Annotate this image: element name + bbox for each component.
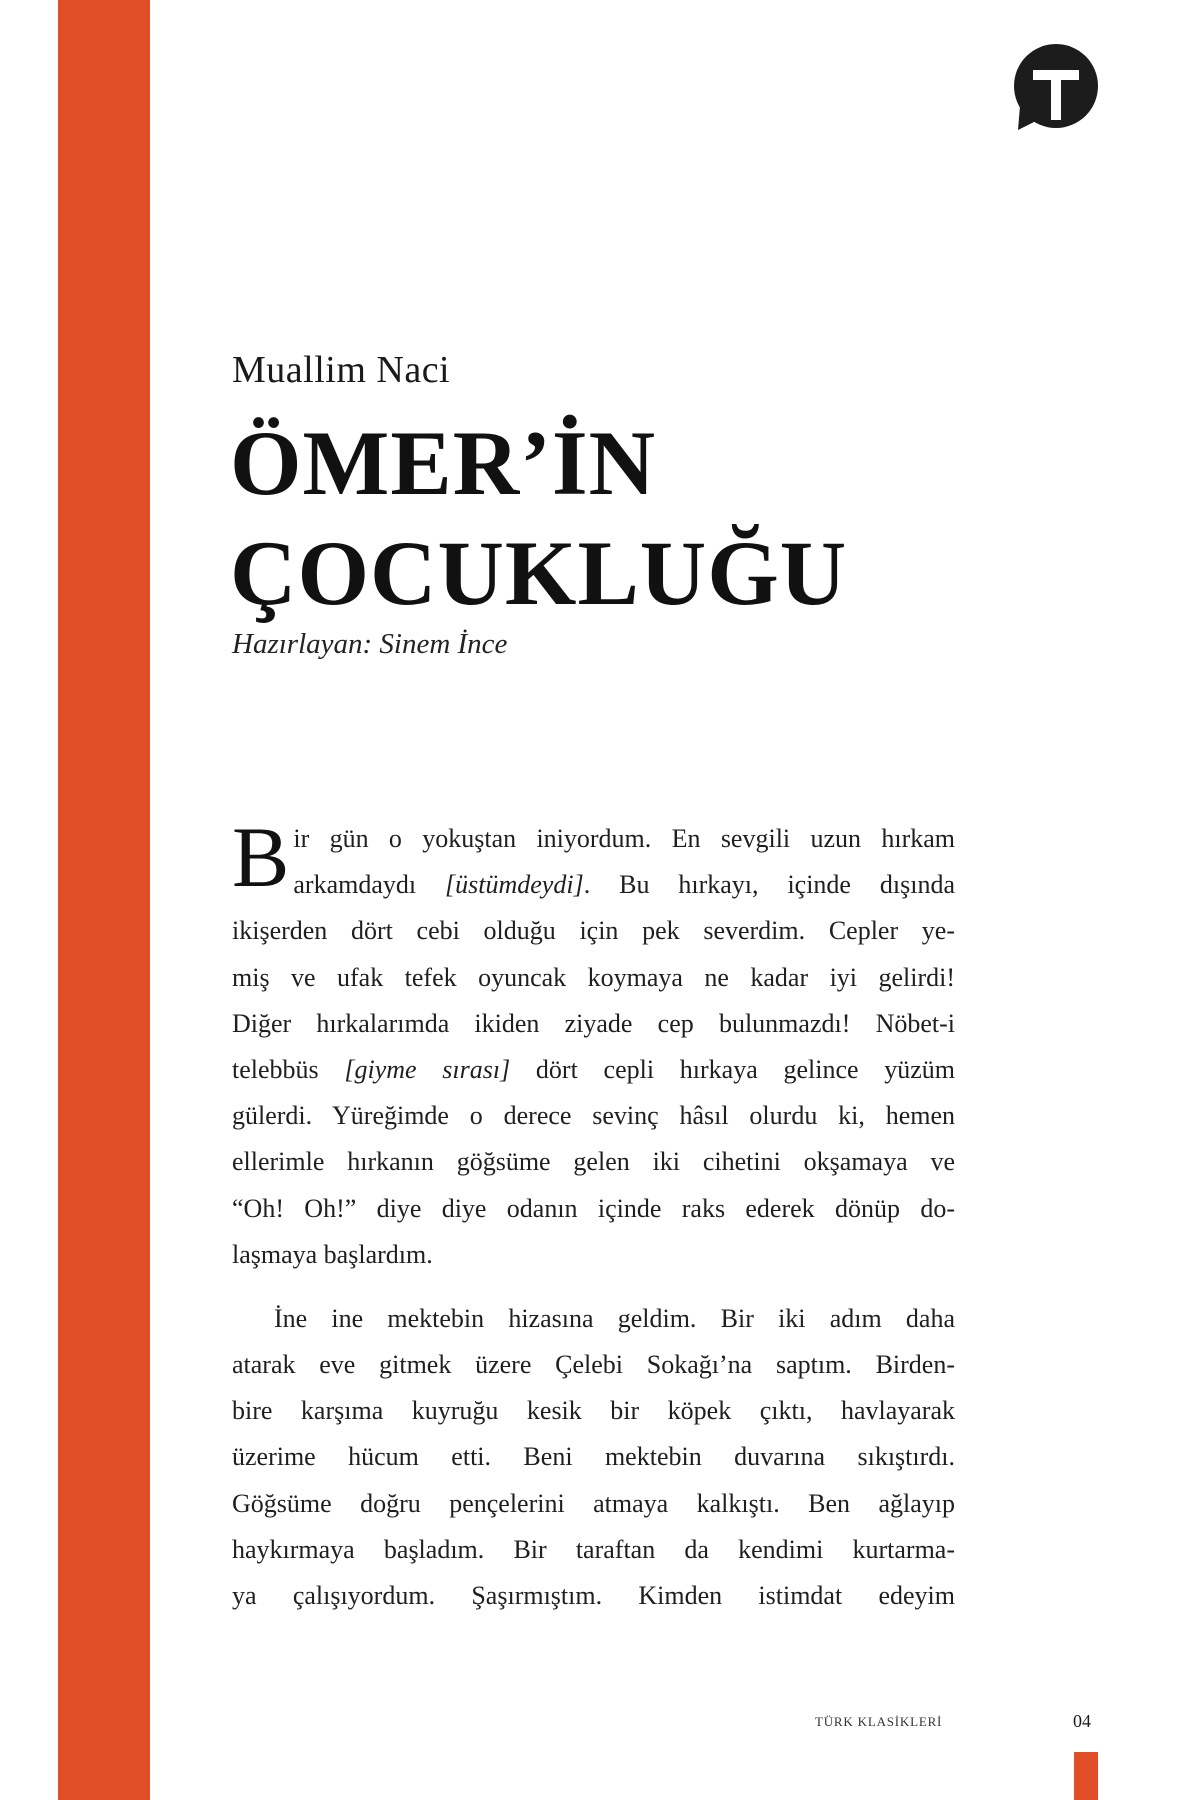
publisher-t-logo-icon (1012, 44, 1100, 132)
text-span: . Bu hırkayı, içinde dışında (583, 870, 955, 900)
text-line: Göğsüme doğru pençelerini atmaya kalkıştı. Ben ağlayıp (232, 1488, 955, 1518)
text-line: “Oh! Oh!” diye diye odanın içinde raks ederek dönüp do- (232, 1193, 955, 1223)
text-line: ya çalışıyordum. Şaşırmıştım. Kimden istimdat edeyim (232, 1581, 955, 1610)
text-line: ikişerden dört cebi olduğu için pek severdim. Cepler ye- (232, 916, 955, 946)
drop-cap: B (232, 809, 290, 905)
author-name: Muallim Naci (232, 349, 451, 391)
page-edge-marker (1074, 1752, 1098, 1800)
text-span: dört cepli hırkaya gelince yüzüm (510, 1054, 956, 1084)
text-line: atarak eve gitmek üzere Çelebi Sokağı’na saptım. Birden- (232, 1350, 955, 1380)
text-line: laşmaya başlardım. (232, 1239, 433, 1269)
editor-credit: Hazırlayan: Sinem İnce (232, 628, 508, 660)
side-accent-stripe (58, 0, 150, 1800)
text-span: arkamdaydı (293, 870, 446, 900)
text-line (232, 1047, 955, 1093)
paragraph-2 (232, 1296, 955, 1619)
gloss-note: [üstümdeydi] (445, 870, 584, 900)
series-name: TÜRK KLASİKLERİ (815, 1714, 943, 1729)
text-line: ir gün o yokuştan iniyordum. En sevgili uzun hırkam (293, 824, 955, 853)
text-line: haykırmaya başladım. Bir taraftan da kendimi kurtarma- (232, 1534, 955, 1564)
body-text (232, 809, 956, 1619)
text-span: telebbüs (232, 1054, 345, 1084)
title-line-2: ÇOCUKLUĞU (230, 522, 848, 624)
text-line: İne ine mektebin hizasına geldim. Bir iki adım daha (274, 1303, 955, 1333)
gloss-note: [giyme sırası] (344, 1054, 511, 1084)
text-line (232, 862, 955, 908)
text-line: bire karşıma kuyruğu kesik bir köpek çıktı, havlayarak (232, 1396, 955, 1426)
text-line: Diğer hırkalarımda ikiden ziyade cep bulunmazdı! Nöbet-i (232, 1008, 955, 1038)
text-line: ellerimle hırkanın göğsüme gelen iki cihetini okşamaya ve (232, 1147, 955, 1177)
page-number: 04 (1073, 1711, 1091, 1731)
paragraph-1 (232, 809, 956, 1278)
text-line: miş ve ufak tefek oyuncak koymaya ne kadar iyi gelirdi! (232, 962, 955, 992)
text-line: gülerdi. Yüreğimde o derece sevinç hâsıl olurdu ki, hemen (232, 1101, 955, 1131)
text-line: üzerime hücum etti. Beni mektebin duvarına sıkıştırdı. (232, 1442, 955, 1472)
book-title (230, 408, 847, 628)
title-line-1: ÖMER’İN (230, 412, 657, 514)
